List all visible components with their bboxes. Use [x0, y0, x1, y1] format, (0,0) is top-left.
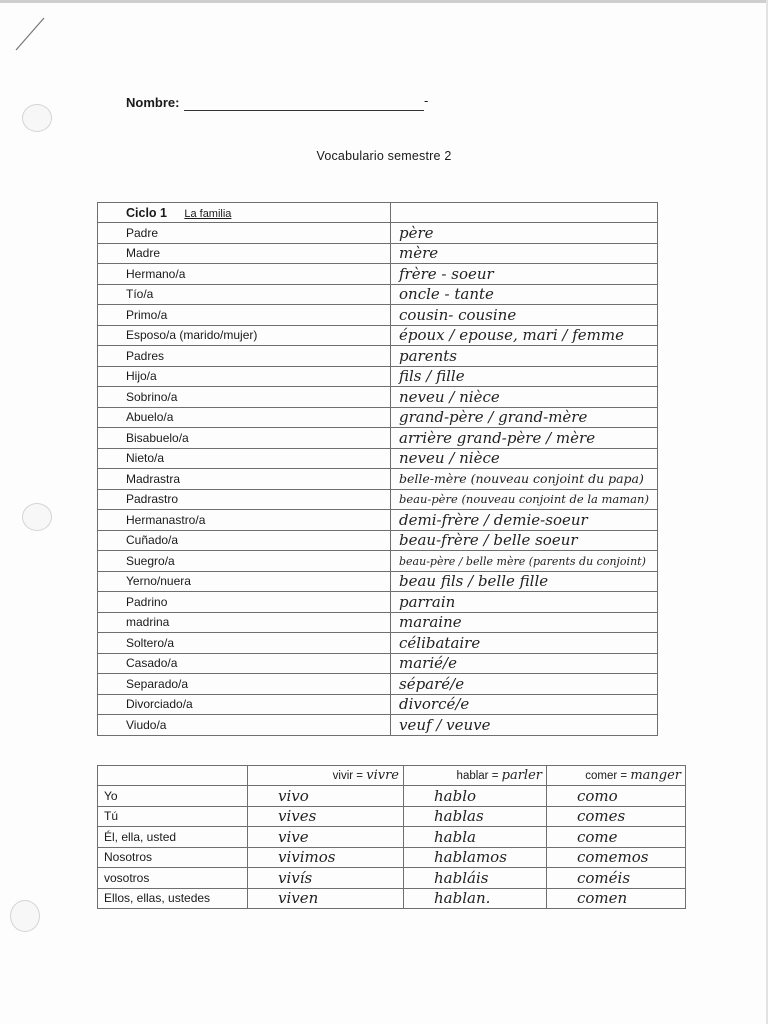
vocab-row [98, 592, 658, 613]
conjugation-cell [248, 847, 404, 868]
spanish-term: Viudo/a [98, 715, 391, 736]
vocab-row [98, 571, 658, 592]
handwritten-conjugation: comes [577, 807, 626, 826]
spanish-term: Padrastro [98, 489, 391, 510]
handwritten-translation: neveu / nièce [399, 387, 500, 406]
spanish-term: Casado/a [98, 653, 391, 674]
handwritten-translation: beau-père (nouveau conjoint de la maman) [399, 492, 649, 507]
subject-pronoun: Él, ella, usted [98, 827, 248, 848]
handwritten-translation: parrain [399, 592, 456, 611]
name-dash: - [424, 93, 429, 108]
spanish-term: Hermanastro/a [98, 510, 391, 531]
name-line [184, 110, 424, 111]
verb-conjugation-table [97, 765, 686, 909]
vocab-row [98, 551, 658, 572]
handwritten-conjugation: come [577, 827, 618, 846]
vocab-row [98, 407, 658, 428]
handwritten-conjugation: hablo [434, 786, 477, 805]
spanish-term: Suegro/a [98, 551, 391, 572]
handwritten-conjugation: vivimos [278, 848, 336, 867]
verb-row [98, 888, 686, 909]
handwritten-conjugation: habláis [434, 868, 489, 887]
spanish-term: Cuñado/a [98, 530, 391, 551]
subject-pronoun: Ellos, ellas, ustedes [98, 888, 248, 909]
handwritten-conjugation: comen [577, 889, 628, 908]
handwritten-translation-cell [391, 366, 658, 387]
spanish-term: Tío/a [98, 284, 391, 305]
pen-stroke-mark [14, 16, 46, 52]
verb-header-row [98, 766, 686, 786]
handwritten-translation-cell [391, 407, 658, 428]
handwritten-translation-cell [391, 653, 658, 674]
verb-infinitive: comer = [585, 770, 628, 782]
verb-row [98, 827, 686, 848]
handwritten-translation-cell [391, 264, 658, 285]
verb-infinitive: vivir = [332, 770, 364, 782]
conjugation-cell [547, 806, 686, 827]
handwritten-translation-cell [391, 284, 658, 305]
handwritten-translation: époux / epouse, mari / femme [399, 326, 624, 345]
spanish-term: Yerno/nuera [98, 571, 391, 592]
verb-header-blank [98, 766, 248, 786]
verb-header-cell [248, 766, 404, 786]
vocab-row [98, 448, 658, 469]
handwritten-translation: beau-père / belle mère (parents du conjoint) [399, 554, 646, 568]
handwritten-translation: père [399, 223, 434, 242]
handwritten-translation-cell [391, 428, 658, 449]
verb-row [98, 786, 686, 807]
spanish-term: Sobrino/a [98, 387, 391, 408]
name-field [126, 93, 446, 115]
handwritten-translation: parents [399, 346, 457, 365]
spanish-term: Padres [98, 346, 391, 367]
subject-pronoun: Nosotros [98, 847, 248, 868]
vocab-row [98, 510, 658, 531]
subject-pronoun: vosotros [98, 868, 248, 889]
handwritten-translation: beau-frère / belle soeur [399, 531, 578, 550]
handwritten-translation-cell [391, 489, 658, 510]
handwritten-conjugation: habla [434, 827, 476, 846]
vocab-row [98, 284, 658, 305]
handwritten-translation: arrière grand-père / mère [399, 428, 596, 447]
conjugation-cell [547, 786, 686, 807]
spanish-term: Madre [98, 243, 391, 264]
handwritten-translation-cell [391, 612, 658, 633]
verb-header-cell [404, 766, 547, 786]
document-title: Vocabulario semestre 2 [316, 149, 452, 163]
spanish-term: Bisabuelo/a [98, 428, 391, 449]
spanish-term: Padrino [98, 592, 391, 613]
handwritten-translation: belle-mère (nouveau conjoint du papa) [399, 471, 644, 487]
punch-hole-mark [22, 503, 52, 531]
conjugation-cell [404, 827, 547, 848]
ciclo-label: Ciclo 1 [126, 205, 167, 220]
handwritten-translation: célibataire [399, 633, 481, 652]
handwritten-translation: cousin- cousine [399, 305, 517, 324]
vocab-row [98, 243, 658, 264]
handwritten-translation-cell [391, 346, 658, 367]
handwritten-translation-cell [391, 694, 658, 715]
handwritten-translation-cell [391, 510, 658, 531]
handwritten-translation-cell [391, 243, 658, 264]
handwritten-translation: oncle - tante [399, 285, 494, 304]
vocab-row [98, 264, 658, 285]
verb-translation: vivre [366, 768, 399, 783]
handwritten-translation-cell [391, 305, 658, 326]
handwritten-translation: veuf / veuve [399, 715, 491, 734]
vocab-row [98, 489, 658, 510]
spanish-term: madrina [98, 612, 391, 633]
verb-row [98, 847, 686, 868]
handwritten-translation: marié/e [399, 654, 457, 673]
conjugation-cell [248, 888, 404, 909]
vocab-row [98, 223, 658, 244]
spanish-term: Soltero/a [98, 633, 391, 654]
conjugation-cell [547, 888, 686, 909]
subject-pronoun: Tú [98, 806, 248, 827]
verb-row [98, 806, 686, 827]
handwritten-conjugation: vives [278, 807, 317, 826]
verb-translation: parler [501, 768, 542, 783]
handwritten-translation-cell [391, 325, 658, 346]
handwritten-translation-cell [391, 633, 658, 654]
handwritten-translation-cell [391, 530, 658, 551]
handwritten-conjugation: comemos [577, 848, 649, 867]
handwritten-translation: fils / fille [399, 367, 465, 386]
handwritten-conjugation: como [577, 786, 618, 805]
handwritten-translation: divorcé/e [399, 695, 470, 714]
spanish-term: Divorciado/a [98, 694, 391, 715]
conjugation-cell [248, 868, 404, 889]
vocab-row [98, 653, 658, 674]
handwritten-conjugation: coméis [577, 868, 631, 887]
punch-hole-mark [10, 900, 40, 932]
handwritten-translation-cell [391, 469, 658, 490]
section-label: La familia [184, 207, 232, 220]
conjugation-cell [404, 868, 547, 889]
spanish-term: Abuelo/a [98, 407, 391, 428]
vocab-row [98, 612, 658, 633]
conjugation-cell [404, 847, 547, 868]
vocab-row [98, 633, 658, 654]
handwritten-translation: beau fils / belle fille [399, 572, 549, 591]
subject-pronoun: Yo [98, 786, 248, 807]
handwritten-conjugation: viven [278, 889, 319, 908]
handwritten-conjugation: vive [278, 827, 309, 846]
spanish-term: Hijo/a [98, 366, 391, 387]
conjugation-cell [547, 847, 686, 868]
handwritten-translation: demi-frère / demie-soeur [399, 510, 588, 529]
spanish-term: Esposo/a (marido/mujer) [98, 325, 391, 346]
conjugation-cell [248, 786, 404, 807]
handwritten-translation: frère - soeur [399, 264, 494, 283]
handwritten-translation: grand-père / grand-mère [399, 408, 588, 427]
conjugation-cell [404, 806, 547, 827]
vocab-row [98, 325, 658, 346]
handwritten-translation-cell [391, 223, 658, 244]
conjugation-cell [248, 806, 404, 827]
handwritten-translation-cell [391, 674, 658, 695]
spanish-term: Madrastra [98, 469, 391, 490]
verb-header-cell [547, 766, 686, 786]
vocab-row [98, 694, 658, 715]
spanish-term: Separado/a [98, 674, 391, 695]
handwritten-translation: séparé/e [399, 674, 465, 693]
vocab-row [98, 305, 658, 326]
vocabulary-table [97, 202, 658, 736]
handwritten-conjugation: hablamos [434, 848, 507, 867]
vocab-row [98, 715, 658, 736]
vocab-header-cell [98, 203, 391, 223]
vocab-row [98, 387, 658, 408]
conjugation-cell [547, 868, 686, 889]
handwritten-translation-cell [391, 448, 658, 469]
handwritten-conjugation: vivís [278, 868, 313, 887]
vocab-row [98, 366, 658, 387]
conjugation-cell [404, 786, 547, 807]
spanish-term: Hermano/a [98, 264, 391, 285]
vocab-row [98, 469, 658, 490]
conjugation-cell [248, 827, 404, 848]
spanish-term: Primo/a [98, 305, 391, 326]
handwritten-translation-cell [391, 387, 658, 408]
handwritten-translation-cell [391, 551, 658, 572]
spanish-term: Nieto/a [98, 448, 391, 469]
page-edge [0, 0, 768, 3]
vocab-row [98, 530, 658, 551]
vocab-header-blank [391, 203, 658, 223]
handwritten-translation-cell [391, 592, 658, 613]
conjugation-cell [547, 827, 686, 848]
vocab-row [98, 674, 658, 695]
handwritten-translation-cell [391, 571, 658, 592]
handwritten-conjugation: hablan. [434, 889, 491, 908]
name-label: Nombre: [126, 95, 180, 110]
vocab-header-row [98, 203, 658, 223]
handwritten-translation: mère [399, 244, 439, 263]
verb-infinitive: hablar = [456, 770, 499, 782]
handwritten-translation: neveu / nièce [399, 449, 500, 468]
spanish-term: Padre [98, 223, 391, 244]
vocab-row [98, 428, 658, 449]
punch-hole-mark [22, 104, 52, 132]
handwritten-conjugation: vivo [278, 786, 309, 805]
verb-row [98, 868, 686, 889]
vocab-row [98, 346, 658, 367]
handwritten-conjugation: hablas [434, 807, 484, 826]
handwritten-translation: maraine [399, 613, 462, 632]
handwritten-translation-cell [391, 715, 658, 736]
conjugation-cell [404, 888, 547, 909]
verb-translation: manger [630, 768, 681, 783]
